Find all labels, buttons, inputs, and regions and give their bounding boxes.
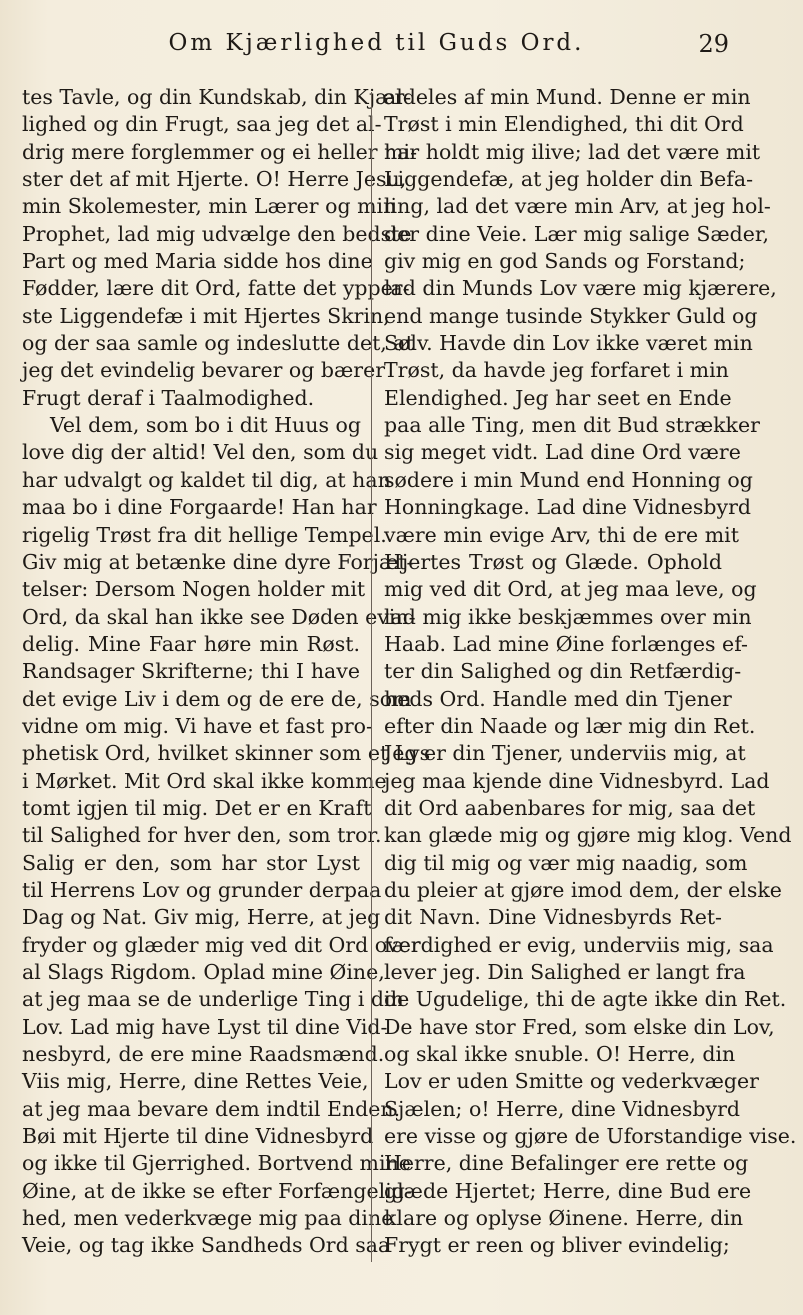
text-line: Sjælen; o! Herre, dine Vidnesbyrd bbox=[384, 1096, 740, 1121]
text-line: Frygt er reen og bliver evindelig; bbox=[384, 1233, 730, 1258]
text-line: der dine Veie. Lær mig salige Sæder, bbox=[384, 221, 769, 246]
text-line: rigelig Trøst fra dit hellige Tempel. bbox=[22, 522, 387, 547]
text-line: giv mig en god Sands og Forstand; bbox=[384, 249, 746, 274]
text-line: nesbyrd, de ere mine Raadsmænd. bbox=[22, 1042, 385, 1067]
text-line: fryder og glæder mig ved dit Ord over bbox=[22, 932, 421, 957]
text-line: lighed og din Frugt, saa jeg det al- bbox=[22, 112, 382, 137]
text-line: Veie, og tag ikke Sandheds Ord saa bbox=[22, 1233, 391, 1258]
text-line: Viis mig, Herre, dine Rettes Veie, bbox=[22, 1069, 369, 1094]
text-line: Lov er uden Smitte og vederkvæger bbox=[384, 1069, 759, 1094]
text-line: telser: Dersom Nogen holder mit bbox=[22, 577, 366, 602]
text-line: har udvalgt og kaldet til dig, at han bbox=[22, 467, 391, 492]
text-line: kan glæde mig og gjøre mig klog. Vend bbox=[384, 823, 792, 848]
text-line: tomt igjen til mig. Det er en Kraft bbox=[22, 795, 372, 820]
text-line: Honningkage. Lad dine Vidnesbyrd bbox=[384, 495, 752, 520]
text-line: Øine, at de ikke se efter Forfængelig- bbox=[22, 1178, 412, 1203]
text-line: Liggendefæ, at jeg holder din Befa- bbox=[384, 167, 753, 192]
text-line: i Mørket. Mit Ord skal ikke komme bbox=[22, 768, 387, 793]
text-line: og skal ikke snuble. O! Herre, din bbox=[384, 1042, 736, 1067]
text-line: efter din Naade og lær mig din Ret. bbox=[384, 713, 756, 738]
text-line: De have stor Fred, som elske din Lov, bbox=[384, 1014, 775, 1039]
text-line: Dag og Nat. Giv mig, Herre, at jeg bbox=[22, 905, 381, 930]
text-line: mig ved dit Ord, at jeg maa leve, og bbox=[384, 577, 757, 602]
text-line: til Herrens Lov og grunder derpaa bbox=[22, 877, 382, 902]
text-line: Salig er den, som har stor Lyst bbox=[22, 850, 360, 875]
text-line: at jeg maa bevare dem indtil Enden. bbox=[22, 1096, 401, 1121]
text-line: maa bo i dine Forgaarde! Han har bbox=[22, 495, 377, 520]
text-line: tes Tavle, og din Kundskab, din Kjær- bbox=[22, 85, 412, 109]
text-line: love dig der altid! Vel den, som du bbox=[22, 440, 379, 465]
text-line: Lov. Lad mig have Lyst til dine Vid- bbox=[22, 1014, 388, 1039]
text-line: ter din Salighed og din Retfærdig- bbox=[384, 659, 742, 684]
text-line: har holdt mig ilive; lad det være mit bbox=[384, 139, 761, 164]
text-line: Bøi mit Hjerte til dine Vidnesbyrd bbox=[22, 1124, 374, 1149]
text-line: og ikke til Gjerrighed. Bortvend mine bbox=[22, 1151, 411, 1176]
text-line: Trøst i min Elendighed, thi dit Ord bbox=[384, 112, 744, 137]
text-line: ere visse og gjøre de Uforstandige vise. bbox=[384, 1124, 797, 1149]
text-line: til Salighed for hver den, som tror. bbox=[22, 823, 382, 848]
text-line: lad din Munds Lov være mig kjærere, bbox=[384, 276, 777, 301]
text-line: klare og oplyse Øinene. Herre, din bbox=[384, 1206, 744, 1231]
text-line: Vel dem, som bo i dit Huus og bbox=[50, 413, 361, 438]
running-head: Om Kjærlighed til Guds Ord. bbox=[168, 30, 585, 56]
text-line: aldeles af min Mund. Denne er min bbox=[384, 85, 751, 109]
text-line: du pleier at gjøre imod dem, der elske bbox=[384, 877, 782, 902]
text-line: Fødder, lære dit Ord, fatte det ypper- bbox=[22, 276, 410, 301]
text-line: vidne om mig. Vi have et fast pro- bbox=[22, 713, 373, 738]
text-line: hed, men vederkvæge mig paa dine bbox=[22, 1206, 394, 1231]
text-line: ling, lad det være min Arv, at jeg hol- bbox=[384, 194, 771, 219]
text-line: drig mere forglemmer og ei heller mi- bbox=[22, 139, 418, 164]
right-column bbox=[384, 84, 797, 1260]
text-line: Trøst, da havde jeg forfaret i min bbox=[384, 358, 729, 383]
left-column bbox=[22, 84, 431, 1260]
text-line: Ord, da skal han ikke see Døden evin- bbox=[22, 604, 416, 629]
text-line: dig til mig og vær mig naadig, som bbox=[384, 850, 748, 875]
text-line: Haab. Lad mine Øine forlænges ef- bbox=[384, 631, 748, 656]
text-line: Jeg er din Tjener, underviis mig, at bbox=[384, 741, 746, 766]
text-line: Prophet, lad mig udvælge den bedste bbox=[22, 221, 412, 246]
text-line: være min evige Arv, thi de ere mit bbox=[384, 522, 739, 547]
text-line: Hjertes Trøst og Glæde. Ophold bbox=[384, 549, 722, 574]
text-line: jeg maa kjende dine Vidnesbyrd. Lad bbox=[384, 768, 770, 793]
text-line: det evige Liv i dem og de ere de, som bbox=[22, 686, 412, 711]
text-line: lad mig ikke beskjæmmes over min bbox=[384, 604, 752, 629]
text-line: Part og med Maria sidde hos dine bbox=[22, 249, 373, 274]
text-line: min Skolemester, min Lærer og min bbox=[22, 194, 397, 219]
text-line: al Slags Rigdom. Oplad mine Øine, bbox=[22, 960, 385, 984]
text-line: dit Navn. Dine Vidnesbyrds Ret- bbox=[384, 905, 722, 930]
text-line: phetisk Ord, hvilket skinner som et Lys bbox=[22, 741, 431, 766]
text-line: færdighed er evig, underviis mig, saa bbox=[384, 932, 774, 957]
text-line: delig. Mine Faar høre min Røst. bbox=[22, 631, 360, 656]
page-number: 29 bbox=[698, 30, 729, 58]
text-line: jeg det evindelig bevarer og bærer bbox=[22, 358, 386, 383]
text-line: ster det af mit Hjerte. O! Herre Jesu, bbox=[22, 167, 407, 192]
text-line: Sølv. Havde din Lov ikke været min bbox=[384, 331, 753, 356]
text-line: dit Ord aabenbares for mig, saa det bbox=[384, 795, 756, 820]
column-divider bbox=[371, 92, 372, 1262]
text-line: de Ugudelige, thi de agte ikke din Ret. bbox=[384, 987, 787, 1012]
text-line: Frugt deraf i Taalmodighed. bbox=[22, 385, 315, 410]
text-line: og der saa samle og indeslutte det, at bbox=[22, 331, 414, 356]
text-line: heds Ord. Handle med din Tjener bbox=[384, 686, 732, 711]
text-line: end mange tusinde Stykker Guld og bbox=[384, 303, 758, 328]
text-line: sødere i min Mund end Honning og bbox=[384, 467, 753, 492]
text-line: Giv mig at betænke dine dyre Forjæt- bbox=[22, 549, 414, 574]
text-line: Herre, dine Befalinger ere rette og bbox=[384, 1151, 749, 1176]
text-line: Randsager Skrifterne; thi I have bbox=[22, 659, 360, 684]
text-line: paa alle Ting, men dit Bud strækker bbox=[384, 413, 760, 438]
text-line: at jeg maa se de underlige Ting i din bbox=[22, 987, 404, 1012]
text-line: sig meget vidt. Lad dine Ord være bbox=[384, 440, 741, 465]
text-line: glæde Hjertet; Herre, dine Bud ere bbox=[384, 1178, 752, 1203]
text-line: Elendighed. Jeg har seet en Ende bbox=[384, 385, 732, 410]
text-line: ste Liggendefæ i mit Hjertes Skrin, bbox=[22, 303, 390, 328]
text-line: lever jeg. Din Salighed er langt fra bbox=[384, 960, 746, 984]
